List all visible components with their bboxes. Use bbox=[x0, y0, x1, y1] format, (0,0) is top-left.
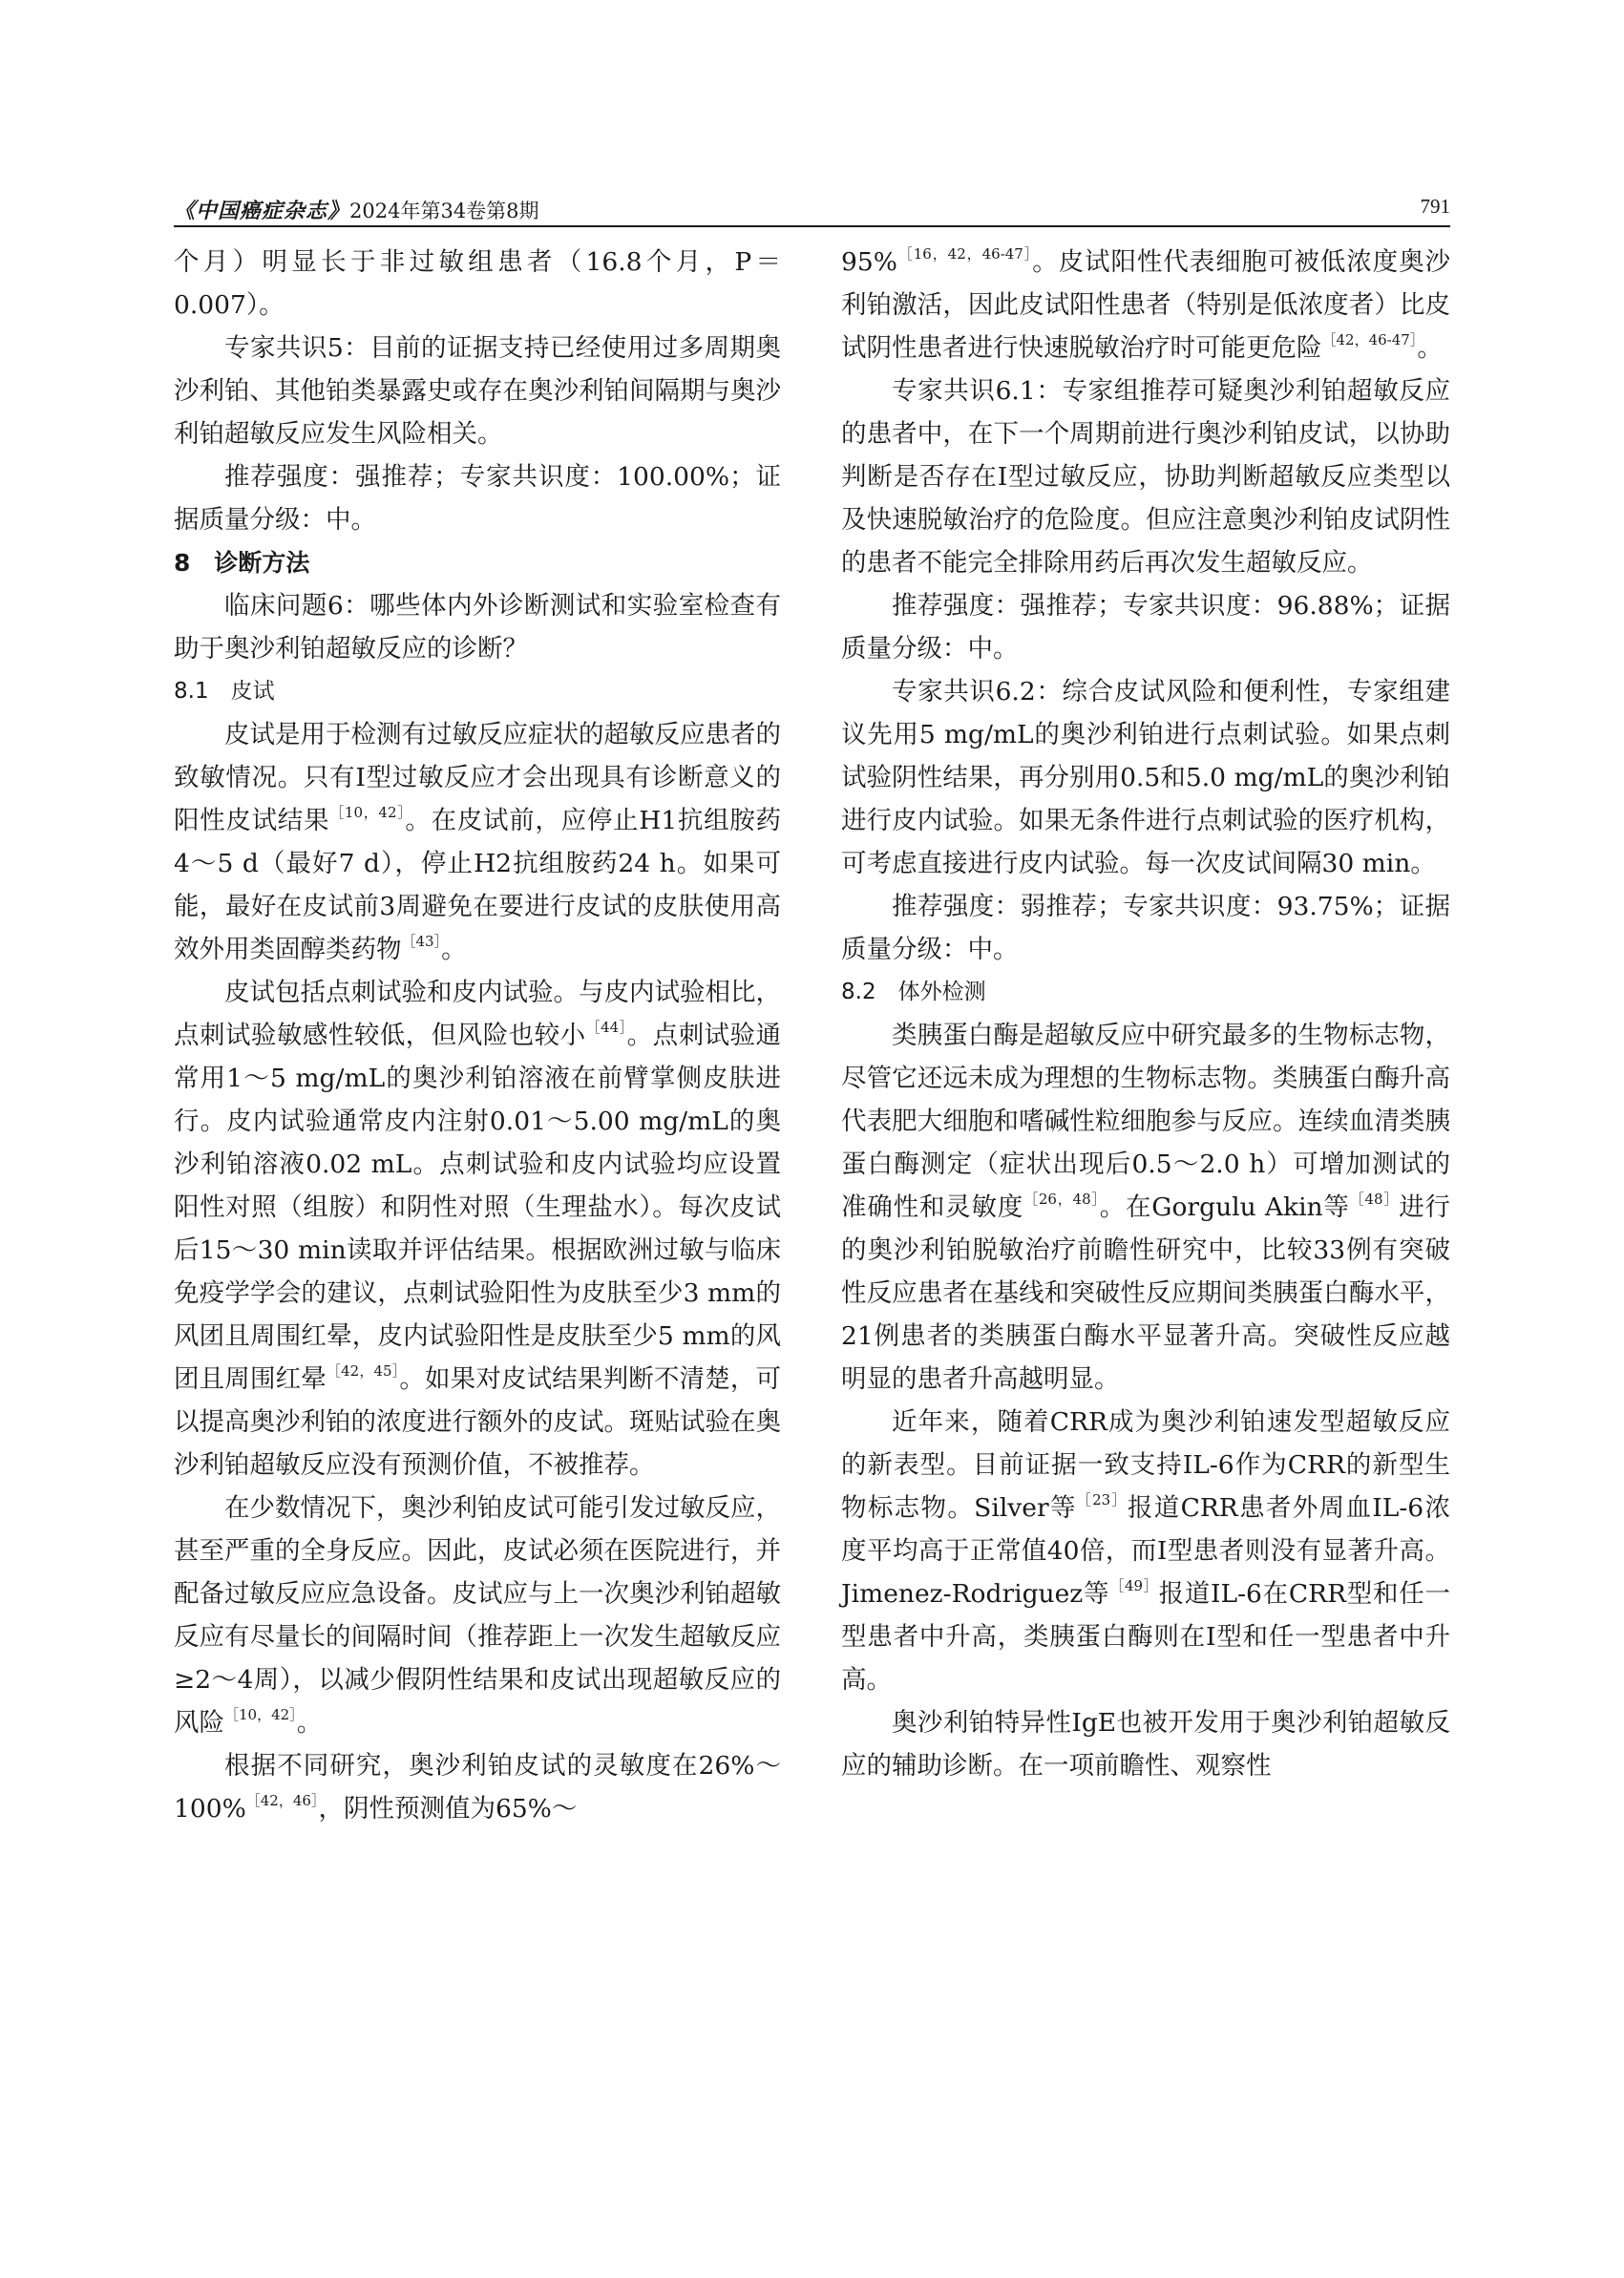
subsection-heading-8-1: 8.1 皮试 bbox=[174, 679, 275, 704]
citation: ［10，42］ bbox=[329, 804, 406, 821]
page-number: 791 bbox=[1420, 195, 1450, 218]
citation: ［44］ bbox=[585, 1019, 627, 1036]
left-column bbox=[174, 241, 781, 1830]
clinical-question-6: 临床问题6：哪些体内外诊断测试和实验室检查有助于奥沙利铂超敏反应的诊断？ bbox=[174, 591, 781, 664]
paragraph: 95%$^{[16,42,46-47]}$。皮试阳性代表细胞可被低浓度奥沙利铂激活，因此皮试阳性患者（特别是低浓度者）比皮试阴性患者进行快速脱敏治疗时可能更危险$^{[42,46-47]}$。 bbox=[841, 245, 1450, 363]
citation: ［23］ bbox=[1076, 1491, 1128, 1508]
citation: ［48］ bbox=[1349, 1191, 1400, 1208]
expert-consensus-6-1: 专家共识6.1：专家组推荐可疑奥沙利铂超敏反应的患者中，在下一个周期前进行奥沙利铂皮试，以协助判断是否存在Ⅰ型过敏反应，协助判断超敏反应类型以及快速脱敏治疗的危险度。但应注意奥沙利铂皮试阴性的患者不能完全排除用药后再次发生超敏反应。 bbox=[841, 376, 1450, 578]
citation: ［16，42，46-47］ bbox=[896, 245, 1033, 263]
expert-consensus-5: 专家共识5：目前的证据支持已经使用过多周期奥沙利铂、其他铂类暴露史或存在奥沙利铂间隔期与奥沙利铂超敏反应发生风险相关。 bbox=[174, 333, 781, 449]
right-column bbox=[841, 241, 1450, 1787]
paragraph: 根据不同研究，奥沙利铂皮试的灵敏度在26%～100%$^{[42,46]}$，阴性预测值为65%～ bbox=[174, 1751, 781, 1824]
recommendation-strength: 推荐强度：强推荐；专家共识度：100.00%；证据质量分级：中。 bbox=[174, 462, 781, 535]
citation: ［10，42］ bbox=[224, 1706, 297, 1723]
recommendation-strength: 推荐强度：强推荐；专家共识度：96.88%；证据质量分级：中。 bbox=[841, 591, 1450, 664]
paragraph: 在少数情况下，奥沙利铂皮试可能引发过敏反应，甚至严重的全身反应。因此，皮试必须在医院进行，并配备过敏反应应急设备。皮试应与上一次奥沙利铂超敏反应有尽量长的间隔时间（推荐距上一次发生超敏反应≥2～4周），以减少假阴性结果和皮试出现超敏反应的风险$^{[10,42]}$。 bbox=[174, 1493, 781, 1738]
paragraph: 皮试包括点刺试验和皮内试验。与皮内试验相比，点刺试验敏感性较低，但风险也较小$^{[44]}$。点刺试验通常用1～5 mg/mL的奥沙利铂溶液在前臂掌侧皮肤进行。皮内试验通常皮内注射0.01～5.00 mg/mL的奥沙利铂溶液0.02 mL。点刺试验和皮内试验均应设置阳性对照（组胺）和阴性对照（生理盐水）。每次皮试后15～30 min读取并评估结果。根据欧洲过敏与临床免疫学学会的建议，点刺试验阳性为皮肤至少3 mm的风团且周围红晕，皮内试验阳性是皮肤至少5 mm的风团且周围红晕$^{[42,45]}$。如果对皮试结果判断不清楚，可以提高奥沙利铂的浓度进行额外的皮试。斑贴试验在奥沙利铂超敏反应没有预测价值，不被推荐。 bbox=[174, 978, 782, 1480]
citation: ［49］ bbox=[1109, 1577, 1159, 1594]
journal-title: 《中国癌症杂志》2024年第34卷第8期 bbox=[174, 199, 539, 223]
header-rule bbox=[174, 225, 1450, 227]
citation: ［42，46］ bbox=[245, 1792, 319, 1809]
paragraph: 奥沙利铂特异性IgE也被开发用于奥沙利铂超敏反应的辅助诊断。在一项前瞻性、观察性 bbox=[841, 1708, 1450, 1781]
paragraph: 近年来，随着CRR成为奥沙利铂速发型超敏反应的新表型。目前证据一致支持IL-6作为CRR的新型生物标志物。Silver等$^{[23]}$报道CRR患者外周血IL-6浓度平均高于正常值40倍，而Ⅰ型患者则没有显著升高。Jimenez-Rodriguez等$^{[49]}$报道IL-6在CRR型和任一型患者中升高，类胰蛋白酶则在Ⅰ型和任一型患者中升高。 bbox=[841, 1407, 1451, 1695]
paragraph: 类胰蛋白酶是超敏反应中研究最多的生物标志物，尽管它还远未成为理想的生物标志物。类胰蛋白酶升高代表肥大细胞和嗜碱性粒细胞参与反应。连续血清类胰蛋白酶测定（症状出现后0.5～2.0 h）可增加测试的准确性和灵敏度$^{[26,48]}$。在Gorgulu Akin等$^{[48]}$进行的奥沙利铂脱敏治疗前瞻性研究中，比较33例有突破性反应患者在基线和突破性反应期间类胰蛋白酶水平，21例患者的类胰蛋白酶水平显著升高。突破性反应越明显的患者升高越明显。 bbox=[841, 1021, 1450, 1394]
paragraph: 个月）明显长于非过敏组患者（16.8个月，P＝0.007）。 bbox=[174, 247, 781, 320]
expert-consensus-6-2: 专家共识6.2：综合皮试风险和便利性，专家组建议先用5 mg/mL的奥沙利铂进行点刺试验。如果点刺试验阴性结果，再分别用0.5和5.0 mg/mL的奥沙利铂进行皮内试验。如果无条件进行点刺试验的医疗机构，可考虑直接进行皮内试验。每一次皮试间隔30 min。 bbox=[841, 677, 1450, 878]
subsection-heading-8-2: 8.2 体外检测 bbox=[841, 980, 986, 1004]
page-header bbox=[174, 191, 1450, 229]
citation: ［43］ bbox=[401, 933, 442, 950]
section-heading-8: 8 诊断方法 bbox=[174, 549, 310, 577]
recommendation-strength: 推荐强度：弱推荐；专家共识度：93.75%；证据质量分级：中。 bbox=[841, 892, 1450, 964]
paragraph: 皮试是用于检测有过敏反应症状的超敏反应患者的致敏情况。只有Ⅰ型过敏反应才会出现具有诊断意义的阳性皮试结果$^{[10,42]}$。在皮试前，应停止H1抗组胺药4～5 d（最好7 d），停止H2抗组胺药24 h。如果可能，最好在皮试前3周避免在要进行皮试的皮肤使用高效外用类固醇类药物$^{[43]}$。 bbox=[174, 720, 781, 964]
citation: ［42，46-47］ bbox=[1321, 331, 1418, 348]
citation: ［26，48］ bbox=[1023, 1191, 1100, 1208]
citation: ［42，45］ bbox=[326, 1362, 400, 1380]
journal-issue: 2024年第34卷第8期 bbox=[349, 200, 539, 222]
